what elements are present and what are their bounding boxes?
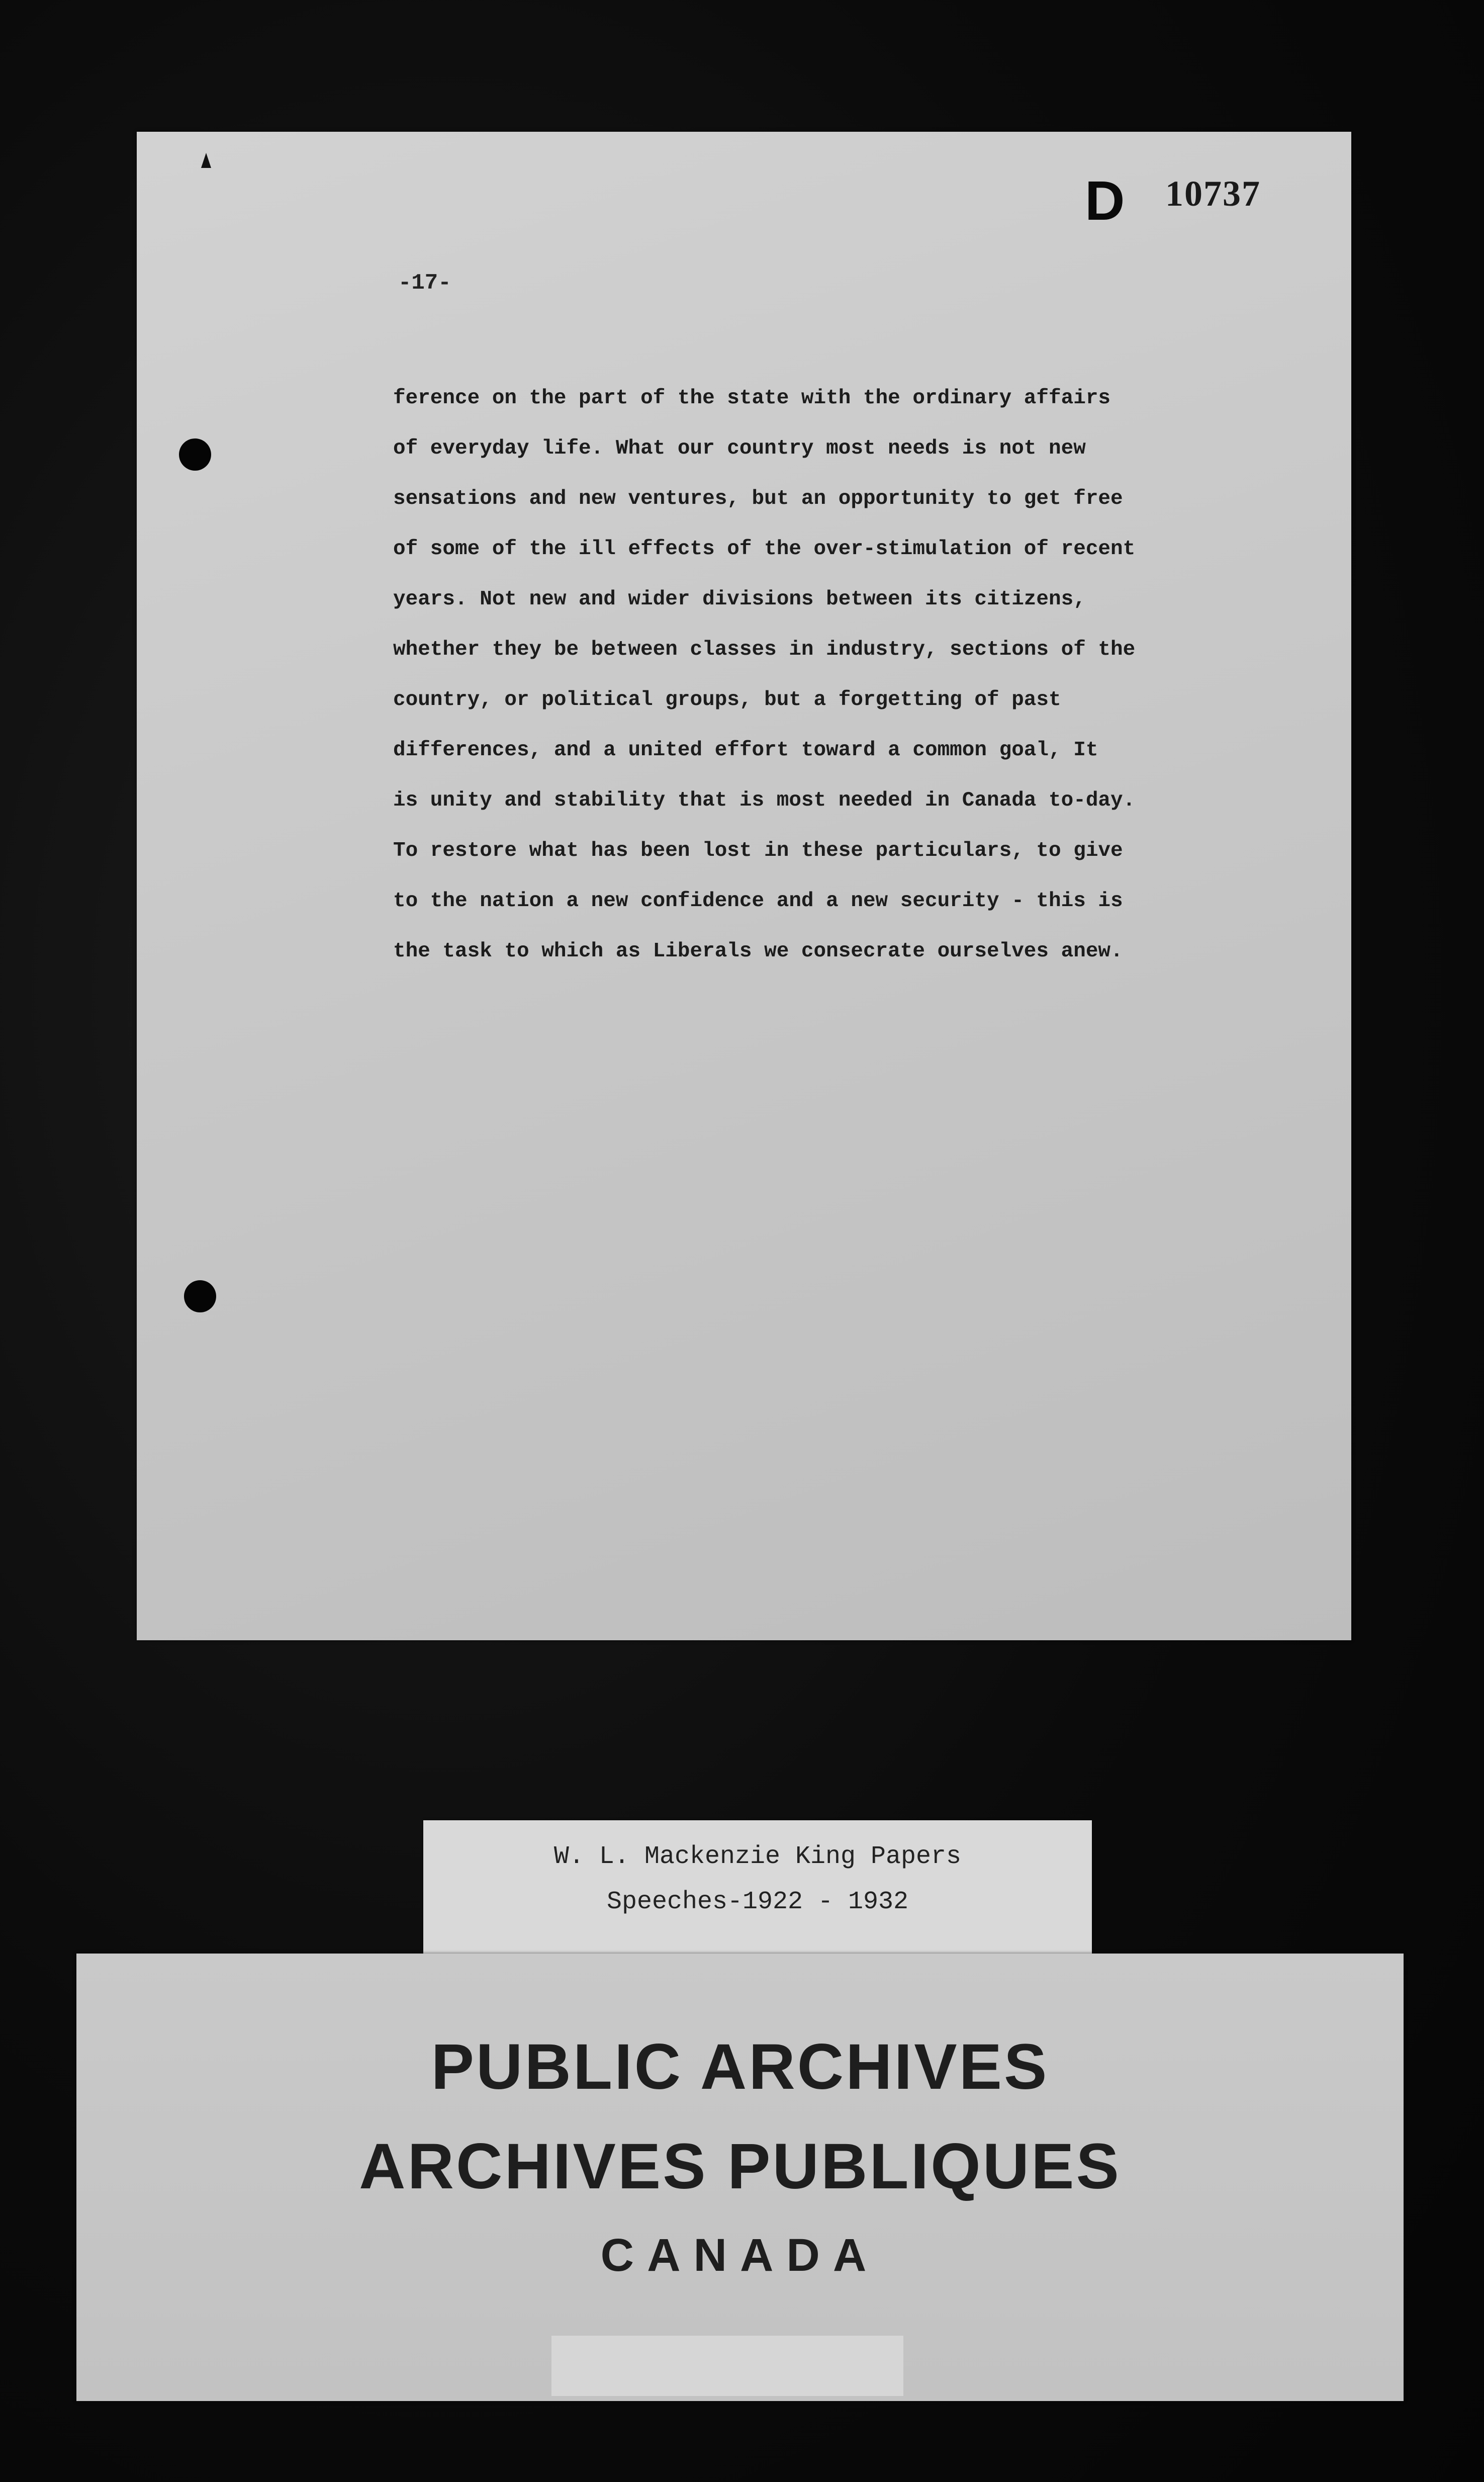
banner-tab xyxy=(551,2336,903,2396)
punch-hole-bottom xyxy=(184,1280,216,1312)
text-line: country, or political groups, but a forgetting of past xyxy=(393,688,1061,712)
text-line: of everyday life. What our country most needs is not new xyxy=(393,437,1086,460)
reference-label xyxy=(423,1820,1092,1956)
body-text xyxy=(393,373,1177,977)
text-line: is unity and stability that is most needed in Canada to-day. xyxy=(393,789,1136,812)
text-line: differences, and a united effort toward a common goal, It xyxy=(393,739,1098,762)
banner-line-country: CANADA xyxy=(600,2230,880,2281)
text-line: whether they be between classes in industry, sections of the xyxy=(393,638,1136,661)
pin-mark xyxy=(201,153,211,168)
document-number: 10737 xyxy=(1165,173,1261,214)
banner-line-french: ARCHIVES PUBLIQUES xyxy=(359,2131,1121,2202)
punch-hole-top xyxy=(179,438,211,471)
text-line: of some of the ill effects of the over-stimulation of recent xyxy=(393,538,1136,561)
text-line: the task to which as Liberals we consecrate ourselves anew. xyxy=(393,940,1123,963)
text-line: years. Not new and wider divisions between its citizens, xyxy=(393,588,1086,611)
banner-line-english: PUBLIC ARCHIVES xyxy=(431,2031,1049,2103)
series-name: Speeches-1922 - 1932 xyxy=(606,1888,909,1916)
archives-banner xyxy=(76,1954,1404,2401)
stamp-letter: D xyxy=(1085,170,1125,232)
text-line: sensations and new ventures, but an opportunity to get free xyxy=(393,487,1123,510)
text-line: ference on the part of the state with the ordinary affairs xyxy=(393,387,1111,410)
text-line: To restore what has been lost in these particulars, to give xyxy=(393,839,1123,862)
page-number: -17- xyxy=(398,271,451,296)
text-line: to the nation a new confidence and a new security - this is xyxy=(393,890,1123,913)
collection-name: W. L. Mackenzie King Papers xyxy=(553,1842,962,1871)
